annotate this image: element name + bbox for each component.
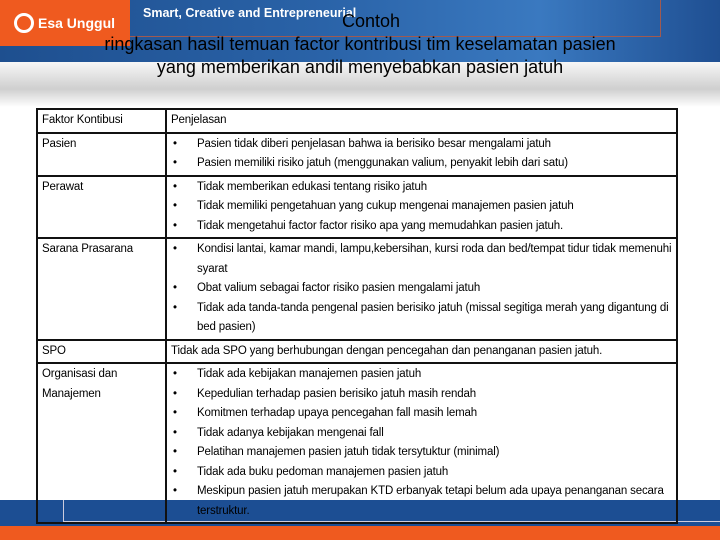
explanation-cell bbox=[166, 238, 677, 340]
list-item: • Pasien tidak diberi penjelasan bahwa ia berisiko besar mengalami jatuh bbox=[171, 135, 672, 155]
list-item: • Tidak ada kebijakan manajemen pasien jatuh bbox=[171, 365, 672, 385]
table-row bbox=[37, 238, 677, 340]
header-factor: Faktor Kontibusi bbox=[37, 109, 166, 133]
logo-text: Esa Unggul bbox=[38, 15, 116, 31]
list-item: • Tidak memberikan edukasi tentang risiko jatuh bbox=[171, 178, 672, 198]
factor-cell: SPO bbox=[37, 340, 166, 364]
header-explanation: Penjelasan bbox=[166, 109, 677, 133]
list-item: • Tidak adanya kebijakan mengenai fall bbox=[171, 424, 672, 444]
list-item: • Meskipun pasien jatuh merupakan KTD erbanyak tetapi belum ada upaya penanganan secara terstruktur. bbox=[171, 482, 672, 521]
table-header-row bbox=[37, 109, 677, 133]
list-item: • Pasien memiliki risiko jatuh (menggunakan valium, penyakit lebih dari satu) bbox=[171, 154, 672, 174]
table-row bbox=[37, 133, 677, 176]
bullet-list bbox=[171, 178, 672, 237]
factor-cell: Perawat bbox=[37, 176, 166, 239]
tagline: Smart, Creative and Entrepreneurial bbox=[143, 6, 357, 20]
explanation-cell bbox=[166, 363, 677, 523]
factor-cell: Organisasi dan Manajemen bbox=[37, 363, 166, 523]
slide-title bbox=[0, 10, 720, 79]
explanation-cell bbox=[166, 133, 677, 176]
list-item: • Kondisi lantai, kamar mandi, lampu,kebersihan, kursi roda dan bed/tempat tidur tidak memenuhi syarat bbox=[171, 240, 672, 279]
explanation-cell bbox=[166, 176, 677, 239]
factor-cell: Pasien bbox=[37, 133, 166, 176]
footer-orange-band bbox=[0, 526, 720, 540]
title-line-1: Contoh bbox=[341, 11, 401, 31]
bullet-list bbox=[171, 240, 672, 338]
explanation-cell: Tidak ada SPO yang berhubungan dengan pencegahan dan penanganan pasien jatuh. bbox=[166, 340, 677, 364]
list-item: • Tidak memiliki pengetahuan yang cukup mengenai manajemen pasien jatuh bbox=[171, 197, 672, 217]
list-item: • Komitmen terhadap upaya pencegahan fall masih lemah bbox=[171, 404, 672, 424]
list-item: • Tidak ada tanda-tanda pengenal pasien berisiko jatuh (missal segitiga merah yang digantung di bed pasien) bbox=[171, 299, 672, 338]
list-item: • Kepedulian terhadap pasien berisiko jatuh masih rendah bbox=[171, 385, 672, 405]
title-line-3: yang memberikan andil menyebabkan pasien jatuh bbox=[156, 57, 564, 77]
bullet-list bbox=[171, 365, 672, 521]
factor-cell: Sarana Prasarana bbox=[37, 238, 166, 340]
title-line-2: ringkasan hasil temuan factor kontribusi tim keselamatan pasien bbox=[104, 34, 616, 54]
list-item: • Pelatihan manajemen pasien jatuh tidak tersytuktur (minimal) bbox=[171, 443, 672, 463]
table-row bbox=[37, 340, 677, 364]
contribution-table bbox=[36, 108, 678, 524]
list-item: • Obat valium sebagai factor risiko pasien mengalami jatuh bbox=[171, 279, 672, 299]
table-row bbox=[37, 363, 677, 523]
bullet-list bbox=[171, 135, 672, 174]
list-item: • Tidak ada buku pedoman manajemen pasien jatuh bbox=[171, 463, 672, 483]
table-row bbox=[37, 176, 677, 239]
list-item: • Tidak mengetahui factor factor risiko apa yang memudahkan pasien jatuh. bbox=[171, 217, 672, 237]
